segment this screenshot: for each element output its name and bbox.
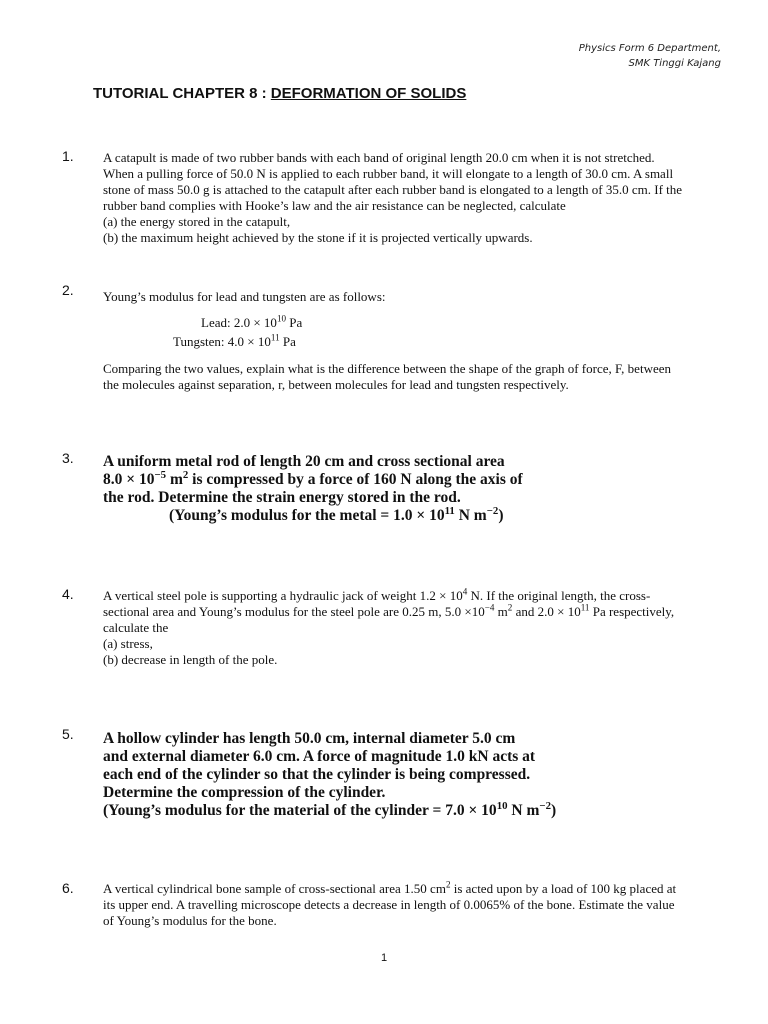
question-4 (103, 588, 674, 668)
question-4-number: 4. (62, 586, 74, 602)
question-5-number: 5. (62, 726, 74, 742)
question-6-number: 6. (62, 880, 74, 896)
title-prefix: TUTORIAL CHAPTER 8 : (93, 85, 271, 102)
question-2 (103, 289, 671, 393)
question-1 (103, 150, 682, 246)
question-5-line: A hollow cylinder has length 50.0 cm, internal diameter 5.0 cm (103, 730, 516, 747)
page-number: 1 (380, 952, 388, 964)
question-6-line: A vertical cylindrical bone sample of cross-sectional area 1.50 $cm^2$ is acted upon by a load of 100 kg placed at (103, 879, 677, 896)
question-1-line: When a pulling force of 50.0 N is applied to each rubber band, it will elongate to a length of 30.0 cm. A small (103, 166, 674, 181)
title-underlined: DEFORMATION OF SOLIDS (270, 85, 467, 102)
question-1-line: stone of mass 50.0 g is attached to the catapult after each rubber band is elongated to a length of 35.0 cm. If the (103, 182, 683, 197)
question-3-number: 3. (62, 450, 74, 466)
page-title (93, 85, 466, 102)
question-3-line: the rod. Determine the strain energy stored in the rod. (103, 489, 461, 506)
question-4-line: (b) decrease in length of the pole. (103, 652, 278, 667)
question-3-line: $8.0 \times 10^{-5}$ $m^2$ is compressed by a force of 160 N along the axis of (103, 468, 523, 488)
question-2-number: 2. (62, 282, 74, 298)
question-3-line: A uniform metal rod of length 20 cm and cross sectional area (103, 453, 505, 470)
question-5-line: each end of the cylinder so that the cylinder is being compressed. (103, 766, 531, 783)
question-1-line: (b) the maximum height achieved by the stone if it is projected vertically upwards. (103, 230, 533, 245)
question-2-line: Comparing the two values, explain what is the difference between the shape of the graph of force, F, between (103, 361, 671, 376)
header-department: Physics Form 6 Department, (578, 43, 721, 54)
question-5-line: and external diameter 6.0 cm. A force of magnitude 1.0 kN acts at (103, 748, 536, 765)
question-4-line: A vertical steel pole is supporting a hydraulic jack of weight $1.2 \times 10^4$ N. If the original length, the cross- (103, 586, 651, 603)
question-5 (103, 730, 556, 820)
question-2-tungsten: Tungsten: $4.0 \times 10^{11}$ Pa (173, 332, 296, 349)
question-5-line: (Young’s modulus for the material of the cylinder = $7.0 \times 10^{10}$ N $m^{-2}$) (103, 799, 557, 819)
question-6-line: its upper end. A travelling microscope detects a decrease in length of 0.0065% of the bone. Estimate the value (103, 897, 675, 912)
header-school: SMK Tinggi Kajang (628, 58, 721, 69)
question-4-line: calculate the (103, 620, 169, 635)
question-2-line: the molecules against separation, r, between molecules for lead and tungsten respectively. (103, 377, 569, 392)
question-1-line: (a) the energy stored in the catapult, (103, 214, 291, 229)
question-6-line: of Young’s modulus for the bone. (103, 913, 277, 928)
question-1-line: rubber band complies with Hooke’s law and the air resistance can be neglected, calculate (103, 198, 566, 213)
question-2-intro: Young’s modulus for lead and tungsten are as follows: (103, 289, 386, 304)
question-5-line: Determine the compression of the cylinder. (103, 784, 386, 801)
question-3 (103, 453, 523, 525)
question-6 (103, 881, 676, 929)
question-2-lead: Lead: $2.0 \times 10^{10}$ Pa (201, 313, 303, 330)
question-3-line: (Young’s modulus for the metal = $1.0 \times 10^{11}$ N $m^{-2}$) (169, 504, 504, 524)
question-1-number: 1. (62, 148, 74, 164)
question-1-line: A catapult is made of two rubber bands with each band of original length 20.0 cm when it is not stretched. (103, 150, 655, 165)
question-4-line: (a) stress, (103, 636, 153, 651)
question-4-line: sectional area and Young’s modulus for the steel pole are 0.25 m, $5.0 \times 10^{-4}$ $m^2$ and $2.0 \times 10^{11}$ Pa respectively, (103, 602, 675, 619)
